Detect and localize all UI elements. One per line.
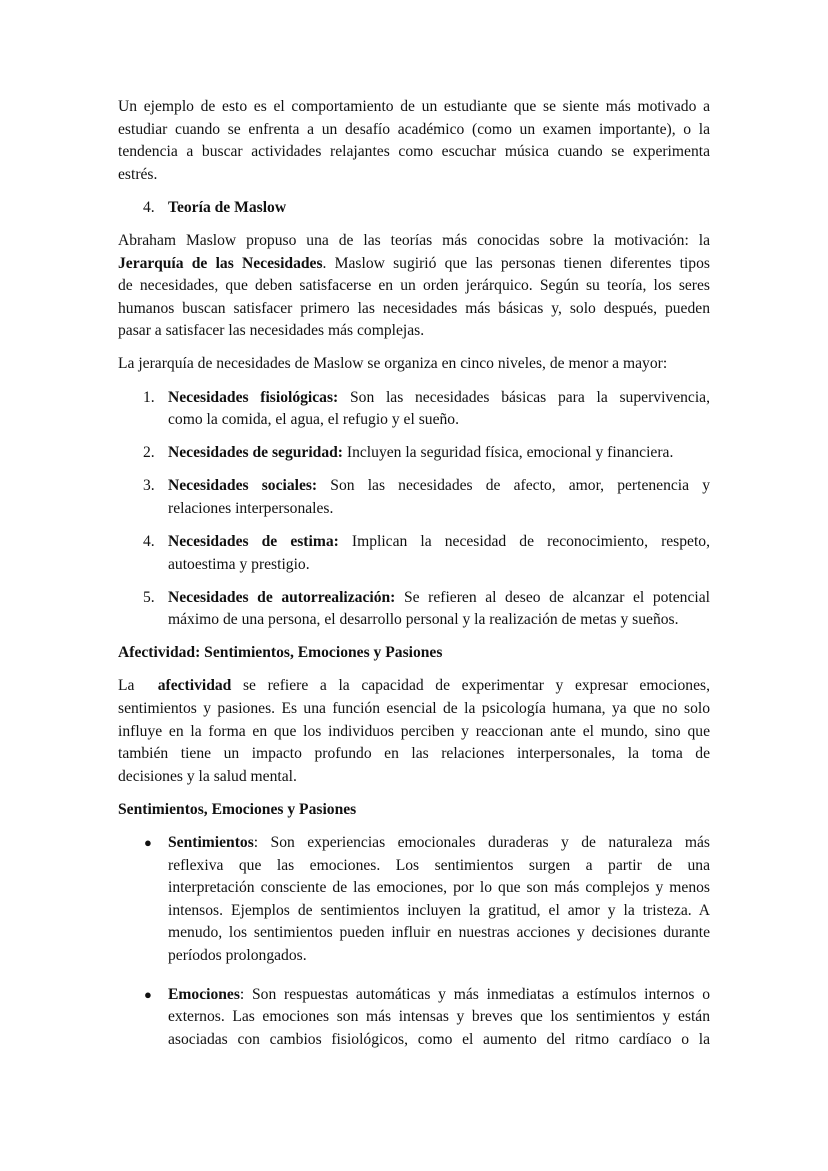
text-line bbox=[168, 922, 710, 945]
text: relaciones interpersonales. bbox=[168, 499, 334, 517]
text-line bbox=[118, 275, 710, 298]
text: intensos. Ejemplos de sentimientos incluyen la gratitud, el amor y la tristeza. A bbox=[168, 901, 710, 919]
text: influye en la forma en que los individuos perciben y reaccionan ante el mundo, sino que bbox=[118, 722, 710, 740]
numbered-list-item bbox=[118, 475, 710, 520]
text-line bbox=[168, 1029, 710, 1052]
paragraph bbox=[118, 353, 710, 376]
text-line bbox=[118, 766, 710, 789]
list-number: 4. bbox=[143, 198, 155, 216]
text-line bbox=[118, 119, 710, 142]
text: autoestima y prestigio. bbox=[168, 555, 310, 573]
text: . Maslow sugirió que las personas tienen diferentes tipos bbox=[322, 254, 710, 272]
text-line bbox=[118, 743, 710, 766]
text-line bbox=[168, 387, 710, 410]
bullet-icon: ● bbox=[144, 986, 152, 1002]
text: reflexiva que las emociones. Los sentimientos surgen a partir de una bbox=[168, 856, 710, 874]
text-line bbox=[118, 141, 710, 164]
bullet-list-item bbox=[118, 984, 710, 1052]
paragraph bbox=[118, 675, 710, 788]
text-line bbox=[168, 442, 710, 465]
text: pasar a satisfacer las necesidades más complejas. bbox=[118, 322, 425, 340]
paragraph bbox=[118, 230, 710, 343]
text-line bbox=[168, 984, 710, 1007]
text-line bbox=[168, 475, 710, 498]
text-line bbox=[168, 197, 710, 220]
bullet-icon: ● bbox=[144, 835, 152, 851]
text-line bbox=[118, 320, 710, 343]
bold-term: afectividad bbox=[157, 677, 232, 695]
text: de necesidades, que deben satisfacerse en un orden jerárquico. Según su teoría, los seres bbox=[118, 277, 710, 295]
text: menudo, los sentimientos pueden influir en nuestras acciones y decisiones durante bbox=[168, 924, 710, 942]
document-page bbox=[118, 96, 710, 1062]
text-line bbox=[168, 554, 710, 577]
text-line bbox=[168, 498, 710, 521]
text-line bbox=[118, 253, 710, 276]
text-line bbox=[168, 900, 710, 923]
text: sentimientos y pasiones. Es una función esencial de la psicología humana, ya que no solo bbox=[118, 700, 710, 718]
text-line bbox=[168, 609, 710, 632]
text-line bbox=[168, 1006, 710, 1029]
text: como la comida, el agua, el refugio y el sueño. bbox=[168, 411, 459, 429]
list-number: 2. bbox=[143, 444, 155, 462]
text-line bbox=[118, 675, 710, 698]
text: : Son respuestas automáticas y más inmediatas a estímulos internos o bbox=[239, 985, 710, 1003]
bold-term: Necesidades de estima: bbox=[168, 533, 339, 550]
text-line bbox=[118, 799, 710, 822]
text: tendencia a buscar actividades relajantes como escuchar música cuando se experimenta bbox=[118, 143, 710, 161]
text: máximo de una persona, el desarrollo personal y la realización de metas y sueños. bbox=[168, 611, 679, 629]
text: Son las necesidades de afecto, amor, pertenencia y bbox=[317, 477, 710, 495]
bold-term: Afectividad: Sentimientos, Emociones y Pasiones bbox=[118, 644, 443, 662]
text: interpretación consciente de las emociones, por lo que son más complejos y menos bbox=[168, 879, 710, 897]
bold-term: Emociones bbox=[168, 985, 240, 1003]
bullet-list-item bbox=[118, 832, 710, 968]
paragraph bbox=[118, 96, 710, 186]
text: asociadas con cambios fisiológicos, como el aumento del ritmo cardíaco o la bbox=[168, 1030, 710, 1048]
list-number: 1. bbox=[143, 388, 155, 406]
text-line bbox=[118, 642, 710, 665]
section-heading bbox=[118, 799, 710, 822]
text: estrés. bbox=[118, 165, 158, 183]
text: Incluyen la seguridad física, emocional y financiera. bbox=[343, 444, 674, 462]
text-line bbox=[118, 164, 710, 187]
numbered-list-item bbox=[118, 387, 710, 432]
text-line bbox=[118, 698, 710, 721]
numbered-list-item bbox=[118, 531, 710, 576]
text: Implican la necesidad de reconocimiento, respeto, bbox=[338, 533, 710, 550]
text-line bbox=[168, 531, 710, 554]
bold-term: Sentimientos bbox=[168, 834, 254, 852]
bold-term: Sentimientos, Emociones y Pasiones bbox=[118, 800, 357, 818]
text: externos. Las emociones son más intensas y breves que los sentimientos y están bbox=[168, 1008, 710, 1026]
list-number: 3. bbox=[143, 477, 155, 495]
text: también tiene un impacto profundo en las relaciones interpersonales, la toma de bbox=[118, 745, 710, 763]
text-line bbox=[168, 945, 710, 968]
text: La bbox=[118, 677, 147, 695]
text: humanos buscan satisfacer primero las necesidades más básicas y, solo después, pueden bbox=[118, 299, 710, 317]
numbered-list-item bbox=[118, 442, 710, 465]
text-line bbox=[118, 721, 710, 744]
text-line bbox=[168, 587, 710, 610]
list-number: 4. bbox=[143, 533, 155, 550]
text-line bbox=[118, 230, 710, 253]
text-line bbox=[168, 877, 710, 900]
text-line bbox=[118, 353, 710, 376]
text-line bbox=[118, 96, 710, 119]
numbered-list-item bbox=[118, 587, 710, 632]
text: Se refieren al deseo de alcanzar el potencial bbox=[395, 588, 710, 606]
text: Son las necesidades básicas para la supervivencia, bbox=[338, 388, 710, 406]
text-line bbox=[168, 409, 710, 432]
bold-term: Necesidades sociales: bbox=[168, 477, 318, 495]
text: períodos prolongados. bbox=[168, 947, 307, 964]
text: estudiar cuando se enfrenta a un desafío académico (como un examen importante), o la bbox=[118, 120, 710, 138]
section-heading bbox=[118, 642, 710, 665]
numbered-list-item bbox=[118, 197, 710, 220]
text: se refiere a la capacidad de experimentar y expresar emociones, bbox=[231, 677, 710, 695]
text: : Son experiencias emocionales duraderas y de naturaleza más bbox=[253, 834, 710, 852]
text: decisiones y la salud mental. bbox=[118, 767, 297, 785]
bold-term: Necesidades de autorrealización: bbox=[168, 588, 396, 606]
text: Un ejemplo de esto es el comportamiento de un estudiante que se siente más motivado a bbox=[118, 98, 710, 115]
text-line bbox=[118, 298, 710, 321]
text: La jerarquía de necesidades de Maslow se organiza en cinco niveles, de menor a mayor: bbox=[118, 355, 668, 373]
bold-term: Jerarquía de las Necesidades bbox=[118, 254, 323, 272]
text-line bbox=[168, 855, 710, 878]
bold-term: Necesidades de seguridad: bbox=[168, 444, 343, 462]
text: Abraham Maslow propuso una de las teorías más conocidas sobre la motivación: la bbox=[118, 231, 710, 249]
text-line bbox=[168, 832, 710, 855]
list-number: 5. bbox=[143, 588, 155, 606]
bold-term: Necesidades fisiológicas: bbox=[168, 388, 339, 406]
bold-term: Teoría de Maslow bbox=[168, 198, 287, 216]
